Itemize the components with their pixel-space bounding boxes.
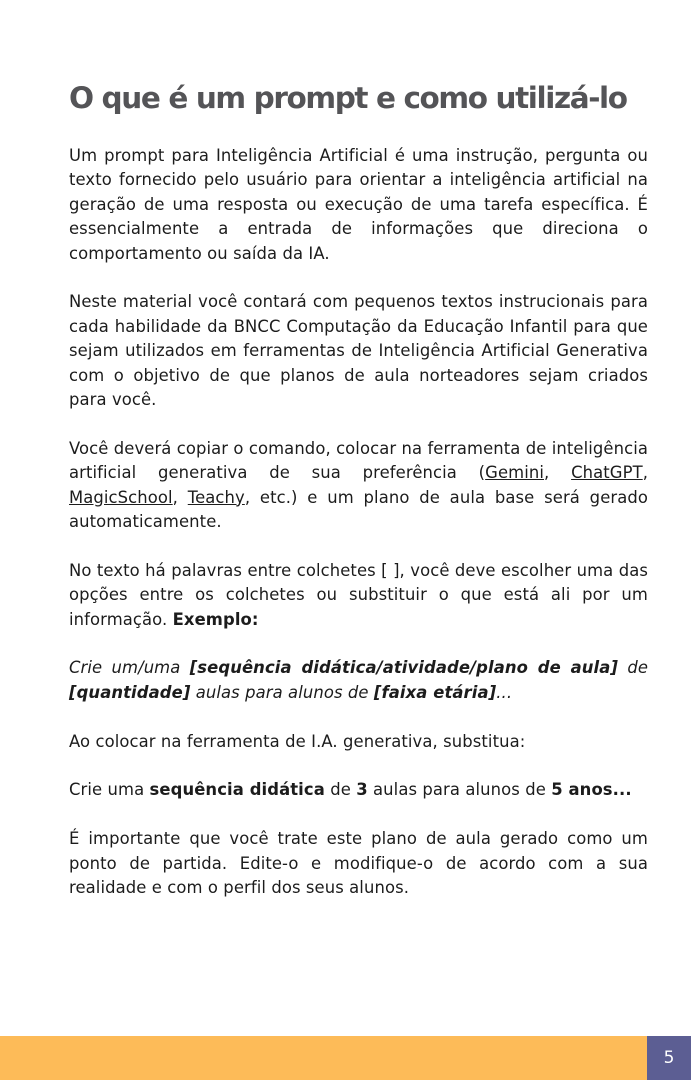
brackets-text: No texto há palavras entre colchetes [ ], você deve escolher uma das opções entre os colchetes ou substituir o que está ali por um informação. <box>69 560 648 629</box>
example-text-4: ... <box>496 682 513 702</box>
example-placeholder-age: [faixa etária] <box>373 682 497 702</box>
filled-text-2: de <box>324 780 357 800</box>
example-placeholder-type: [sequência didática/atividade/plano de aula] <box>189 658 619 678</box>
filled-quantity: 3 <box>356 780 368 800</box>
paragraph-material: Neste material você contará com pequenos textos instrucionais para cada habilidade da BNCC Computação da Educação Infantil para que sejam utilizados em ferramentas de Inteligência Artificial Generativa com o objetivo de que planos de aula norteadores sejam criados para você. <box>69 292 648 410</box>
filled-text-1: Crie uma <box>69 780 150 800</box>
example-text-1: Crie um/uma <box>69 658 190 678</box>
paragraph-filled-example <box>69 778 648 802</box>
paragraph-definition: Um prompt para Inteligência Artificial é uma instrução, pergunta ou texto fornecido pelo usuário para orientar a inteligência artificial na geração de uma resposta ou execução de uma tarefa específica. É essencialmente a entrada de informações que direciona o comportamento ou saída da IA. <box>69 146 648 263</box>
paragraph-closing: É importante que você trate este plano de aula gerado como um ponto de partida. Edite-o e modifique-o de acordo com a sua realidade e com o perfil dos seus alunos. <box>69 829 648 898</box>
filled-type: sequência didática <box>149 780 325 800</box>
instructions-text-after: , etc.) e um plano de aula base será gerado automaticamente. <box>69 487 648 532</box>
paragraph-instructions: Você deverá copiar o comando, colocar na ferramenta de inteligência artificial generativa de sua preferência (Gemini, ChatGPT, MagicSchool, Teachy, etc.) e um plano de aula base será gerado automaticamente. <box>69 438 648 532</box>
paragraph-example-template <box>69 656 648 705</box>
link-gemini[interactable]: Gemini <box>485 463 545 483</box>
example-label: Exemplo: <box>172 609 259 629</box>
link-teachy[interactable]: Teachy <box>187 487 245 507</box>
filled-age: 5 anos... <box>551 780 632 800</box>
link-magicschool[interactable]: MagicSchool <box>69 487 173 507</box>
instructions-text-before: Você deverá copiar o comando, colocar na ferramenta de inteligência artificial generativa de sua preferência ( <box>69 438 648 483</box>
example-text-3: aulas para alunos de <box>190 682 374 702</box>
paragraph-substitute: Ao colocar na ferramenta de I.A. generativa, substitua: <box>69 731 526 751</box>
paragraph-brackets <box>69 559 648 632</box>
link-chatgpt[interactable]: ChatGPT <box>571 463 643 483</box>
footer-bar <box>0 1036 647 1080</box>
example-placeholder-quantity: [quantidade] <box>69 682 191 702</box>
example-text-2: de <box>618 658 649 678</box>
filled-text-3: aulas para alunos de <box>367 780 552 800</box>
page-number: 5 <box>647 1036 691 1080</box>
page-title: O que é um prompt e como utilizá-lo <box>69 81 627 115</box>
body-content <box>69 144 648 925</box>
